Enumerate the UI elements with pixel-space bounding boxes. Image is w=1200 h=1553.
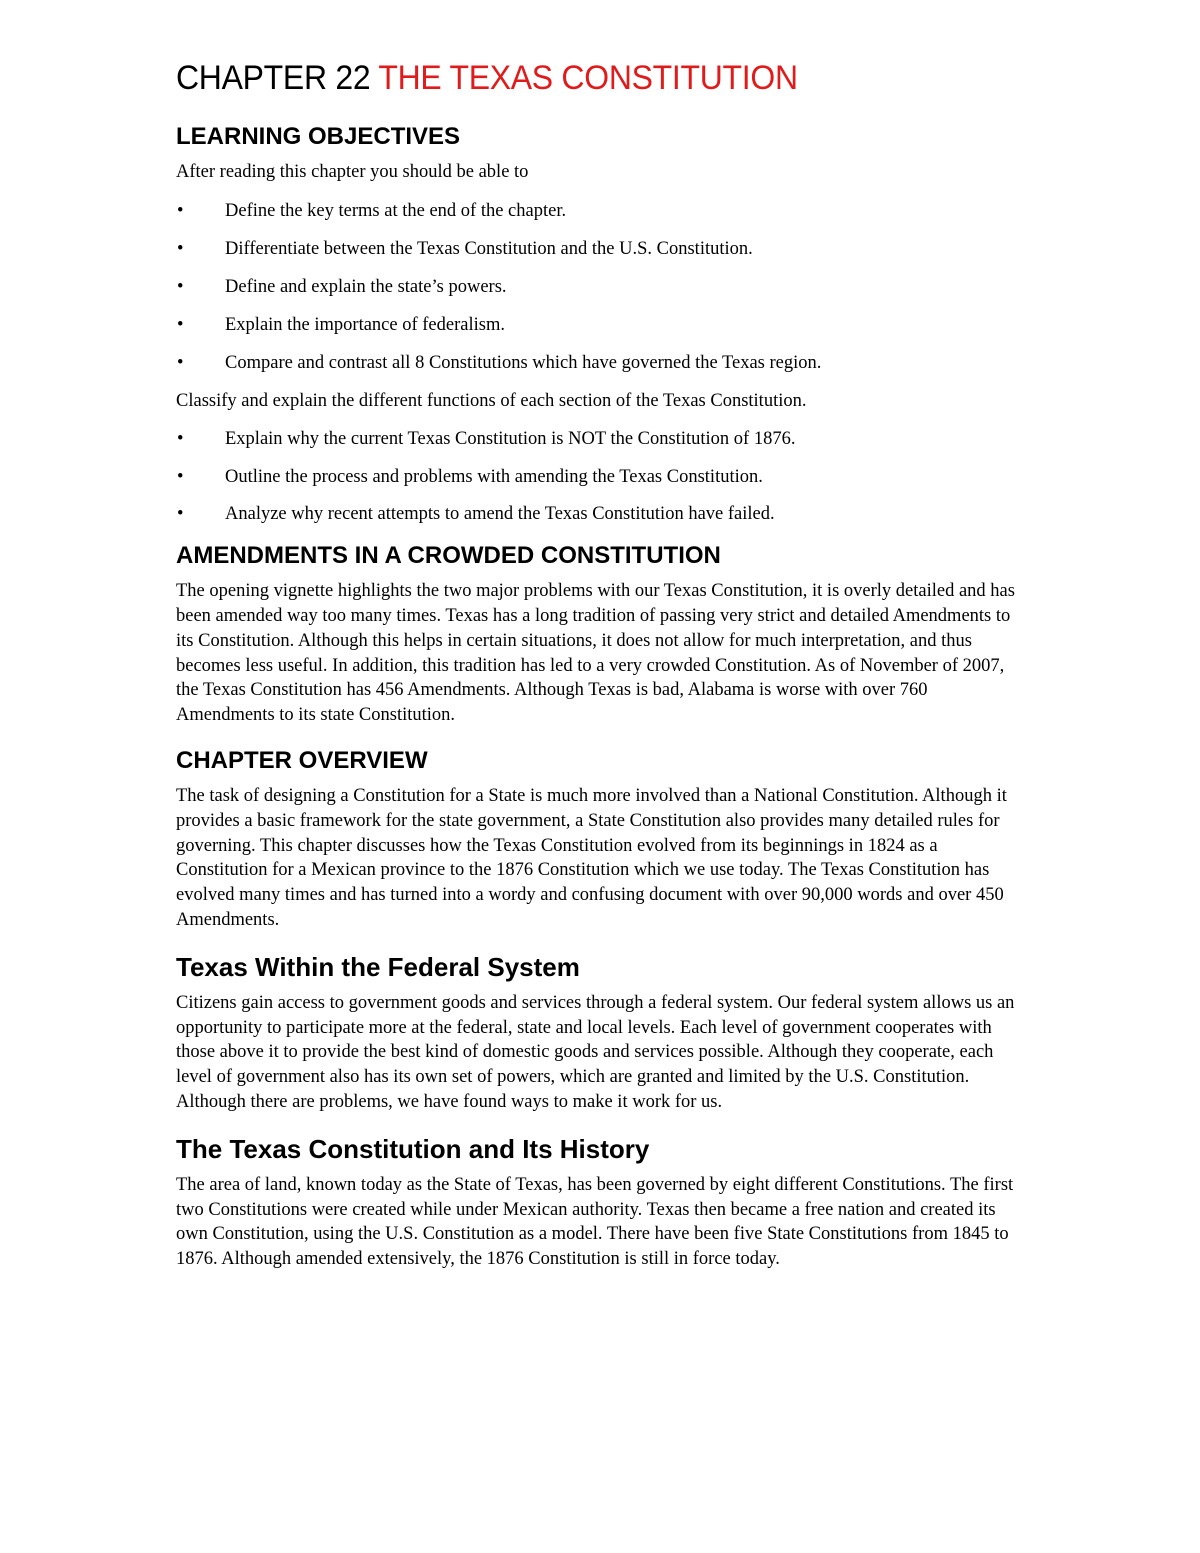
- chapter-title: [176, 56, 975, 100]
- overview-body: The task of designing a Constitution for a State is much more involved than a National Constitution. Although it provides a basic framework for the state government, a State Constitution also provides many detailed rules for governing. This chapter discusses how the Texas Constitution evolved from its beginnings in 1824 as a Constitution for a Mexican province to the 1876 Constitution which we use today. The Texas Constitution has evolved many times and has turned into a wordy and confusing document with over 90,000 words and over 450 Amendments.: [176, 786, 1007, 931]
- bullet-icon: •: [177, 276, 184, 297]
- overview-section: [176, 746, 1026, 933]
- bullet-icon: •: [177, 428, 184, 449]
- learning-objectives-intro: After reading this chapter you should be able to: [176, 162, 529, 182]
- objective-item: • Analyze why recent attempts to amend the Texas Constitution have failed.: [176, 502, 1026, 527]
- history-heading: The Texas Constitution and Its History: [176, 1133, 650, 1164]
- federal-system-body: Citizens gain access to government goods and services through a federal system. Our federal system allows us an opportunity to participate more at the federal, state and local levels. Each level of government cooperates with those above it to provide the best kind of domestic goods and services possible. Although they cooperate, each level of government also has its own set of powers, which are granted and limited by the U.S. Constitution. Although there are problems, we have found ways to make it work for us.: [176, 992, 1015, 1113]
- objective-item: • Differentiate between the Texas Constitution and the U.S. Constitution.: [176, 237, 1026, 262]
- overview-heading: CHAPTER OVERVIEW: [176, 747, 428, 775]
- amendments-body: The opening vignette highlights the two major problems with our Texas Constitution, it is overly detailed and has been amended way too many times. Texas has a long tradition of passing very strict and detailed Amendments to its Constitution. Although this helps in certain situations, it does not allow for much interpretation, and thus becomes less useful. In addition, this tradition has led to a very crowded Constitution. As of November of 2007, the Texas Constitution has 456 Amendments. Although Texas is bad, Alabama is worse with over 760 Amendments to its state Constitution.: [176, 581, 1015, 726]
- amendments-section: [176, 541, 1026, 728]
- objective-item: • Explain the importance of federalism.: [176, 313, 1026, 338]
- learning-objectives-section: [176, 122, 1026, 527]
- history-body: The area of land, known today as the State of Texas, has been governed by eight different Constitutions. The first two Constitutions were created while under Mexican authority. Texas then became a free nation and created its own Constitution, using the U.S. Constitution as a model. There have been five State Constitutions from 1845 to 1876. Although amended extensively, the 1876 Constitution is still in force today.: [176, 1174, 1014, 1270]
- bullet-icon: •: [177, 200, 184, 221]
- bullet-icon: •: [177, 466, 184, 487]
- objective-plain-item: Classify and explain the different functions of each section of the Texas Constitution.: [176, 390, 807, 411]
- objective-item: • Explain why the current Texas Constitution is NOT the Constitution of 1876.: [176, 427, 1026, 452]
- objective-item: • Define and explain the state’s powers.: [176, 275, 1026, 300]
- federal-system-section: [176, 951, 1026, 1115]
- amendments-heading: AMENDMENTS IN A CROWDED CONSTITUTION: [176, 542, 721, 570]
- chapter-number: CHAPTER 22: [176, 59, 371, 97]
- learning-objectives-heading: LEARNING OBJECTIVES: [176, 123, 461, 150]
- bullet-icon: •: [177, 352, 184, 373]
- chapter-name: THE TEXAS CONSTITUTION: [378, 59, 798, 97]
- federal-system-heading: Texas Within the Federal System: [176, 951, 580, 982]
- bullet-icon: •: [177, 314, 184, 335]
- objective-item: • Define the key terms at the end of the chapter.: [176, 199, 1026, 224]
- objective-item: • Compare and contrast all 8 Constitutions which have governed the Texas region.: [176, 351, 1026, 376]
- history-section: [176, 1133, 1026, 1272]
- objective-item: • Outline the process and problems with amending the Texas Constitution.: [176, 465, 1026, 490]
- bullet-icon: •: [177, 238, 184, 259]
- objectives-list-b: [176, 427, 1026, 528]
- page-content: [176, 56, 1026, 1272]
- objectives-list-a: [176, 199, 1026, 376]
- bullet-icon: •: [177, 504, 184, 525]
